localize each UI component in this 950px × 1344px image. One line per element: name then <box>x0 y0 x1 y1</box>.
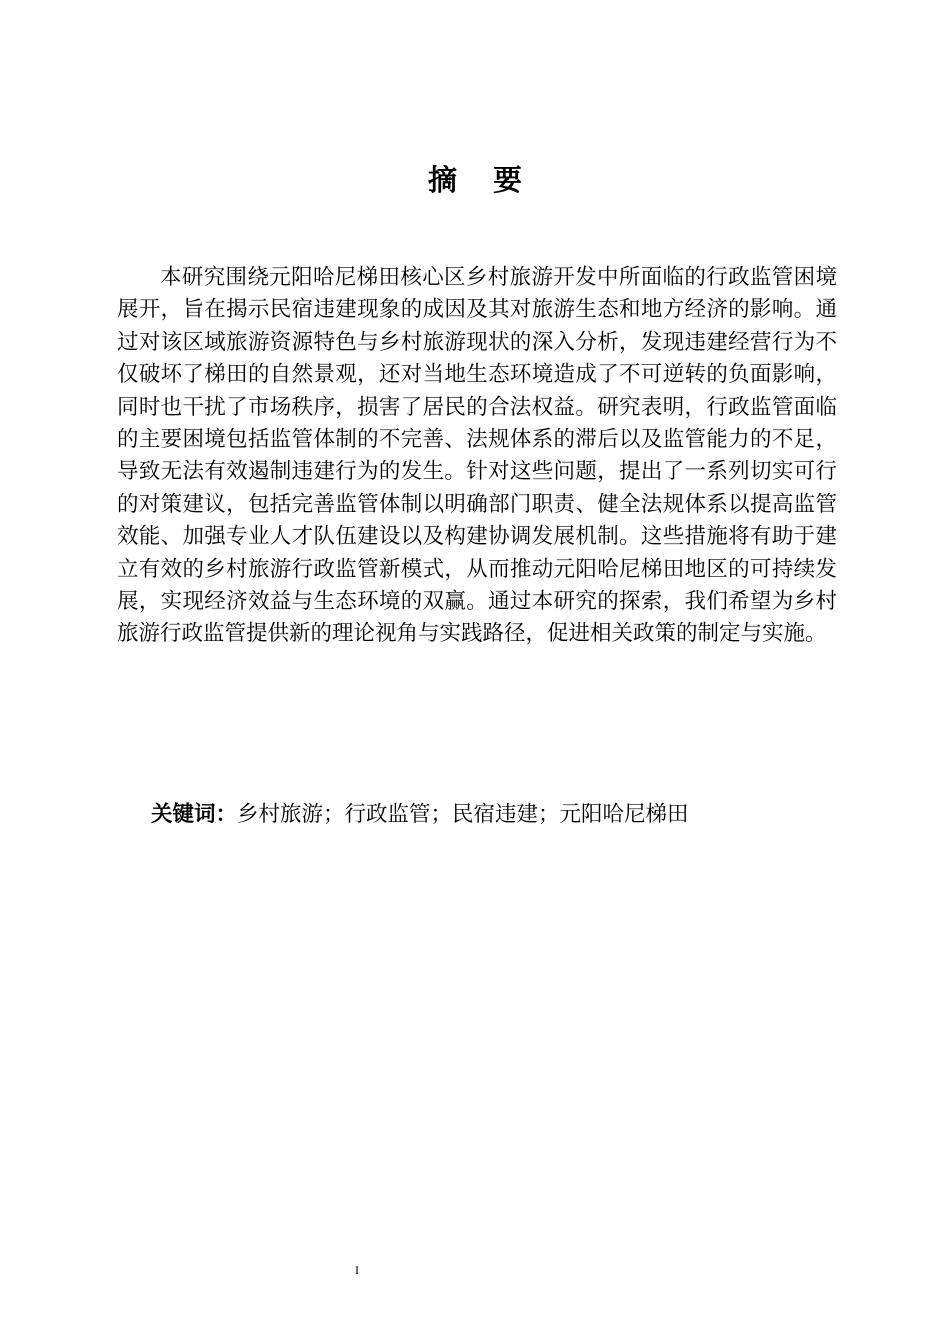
page-number: I <box>355 1263 359 1277</box>
abstract-title-char-1: 摘 <box>427 163 457 197</box>
abstract-title <box>0 160 950 200</box>
keywords-line <box>151 799 851 831</box>
abstract-title-char-2: 要 <box>493 163 523 197</box>
keywords-list: 乡村旅游；行政监管；民宿违建；元阳哈尼梯田 <box>237 802 689 827</box>
keywords-label: 关键词： <box>151 802 238 827</box>
abstract-body: 本研究围绕元阳哈尼梯田核心区乡村旅游开发中所面临的行政监管困境展开，旨在揭示民宿违建现象的成因及其对旅游生态和地方经济的影响。通过对该区域旅游资源特色与乡村旅游现状的深入分析，发现违建经营行为不仅破坏了梯田的自然景观，还对当地生态环境造成了不可逆转的负面影响，同时也干扰了市场秩序，损害了居民的合法权益。研究表明，行政监管面临的主要困境包括监管体制的不完善、法规体系的滞后以及监管能力的不足，导致无法有效遏制违建行为的发生。针对这些问题，提出了一系列切实可行的对策建议，包括完善监管体制以明确部门职责、健全法规体系以提高监管效能、加强专业人才队伍建设以及构建协调发展机制。这些措施将有助于建立有效的乡村旅游行政监管新模式，从而推动元阳哈尼梯田地区的可持续发展，实现经济效益与生态环境的双赢。通过本研究的探索，我们希望为乡村旅游行政监管提供新的理论视角与实践路径，促进相关政策的制定与实施。 <box>117 265 837 647</box>
